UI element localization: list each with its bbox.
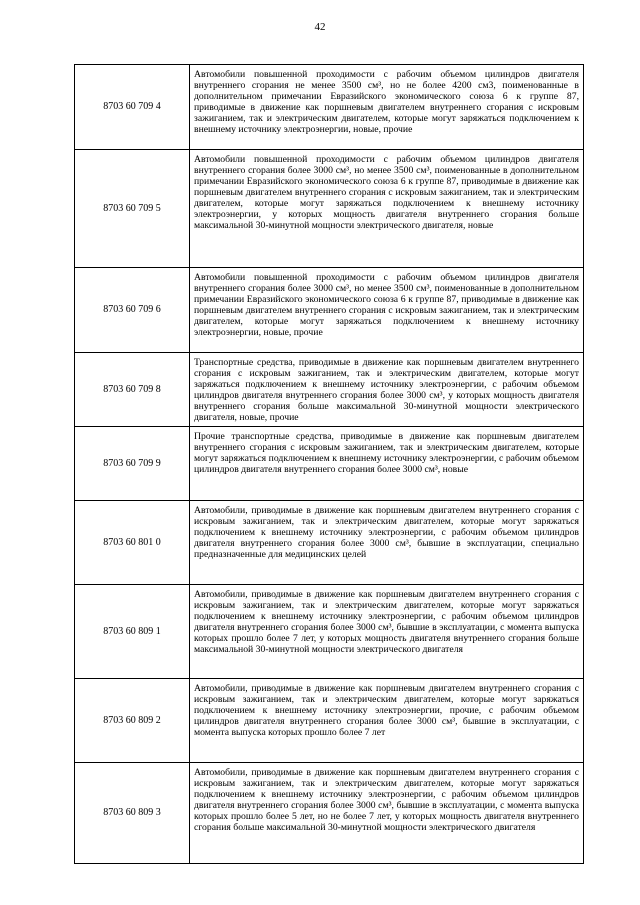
table-row	[75, 65, 584, 150]
goods-description: Автомобили, приводимые в движение как поршневым двигателем внутреннего сгорания с искровым зажиганием, так и электрическим двигателем, которые могут заряжаться подключением к внешнему источнику электроэнергии, с рабочим объемом цилиндров двигателя внутреннего сгорания более 3000 см³, бывшие в эксплуатации, специально предназначенные для медицинских целей	[190, 501, 584, 585]
goods-description: Автомобили, приводимые в движение как поршневым двигателем внутреннего сгорания с искровым зажиганием, так и электрическим двигателем, которые могут заряжаться подключением к внешнему источнику электроэнергии, прочие, с рабочим объемом цилиндров двигателя внутреннего сгорания более 3000 см³, бывшие в эксплуатации, с момента выпуска которых прошло более 7 лет	[190, 679, 584, 763]
tariff-code: 8703 60 709 8	[75, 353, 190, 427]
table-row	[75, 763, 584, 864]
goods-description: Автомобили повышенной проходимости с рабочим объемом цилиндров двигателя внутреннего сгорания не менее 3500 см³, но не более 4200 см3, поименованные в дополнительном примечании Евразийского экономического союза 6 к группе 87, приводимые в движение как поршневым двигателем внутреннего сгорания с искровым зажиганием, так и электрическим двигателем, которые могут заряжаться подключением к внешнему источнику электроэнергии, новые, прочие	[190, 65, 584, 150]
goods-description: Прочие транспортные средства, приводимые в движение как поршневым двигателем внутреннего сгорания с искровым зажиганием, так и электрическим двигателем, которые могут заряжаться подключением к внешнему источнику электроэнергии, с рабочим объемом цилиндров двигателя внутреннего сгорания более 3000 см³, новые	[190, 427, 584, 501]
table-row	[75, 501, 584, 585]
tariff-code: 8703 60 709 6	[75, 268, 190, 353]
tariff-code-table	[74, 64, 584, 864]
table-row	[75, 353, 584, 427]
tariff-code: 8703 60 801 0	[75, 501, 190, 585]
tariff-code: 8703 60 709 4	[75, 65, 190, 150]
goods-description: Автомобили, приводимые в движение как поршневым двигателем внутреннего сгорания с искровым зажиганием, так и электрическим двигателем, которые могут заряжаться подключением к внешнему источнику электроэнергии, с рабочим объемом цилиндров двигателя внутреннего сгорания более 3000 см³, бывшие в эксплуатации, с момента выпуска которых прошло более 7 лет, у которых мощность двигателя внутреннего сгорания больше максимальной 30-минутной мощности электрического двигателя	[190, 585, 584, 679]
table-row	[75, 427, 584, 501]
tariff-code: 8703 60 809 1	[75, 585, 190, 679]
tariff-code: 8703 60 809 3	[75, 763, 190, 864]
table-row	[75, 585, 584, 679]
goods-description: Автомобили, приводимые в движение как поршневым двигателем внутреннего сгорания с искровым зажиганием, так и электрическим двигателем, которые могут заряжаться подключением к внешнему источнику электроэнергии, с рабочим объемом цилиндров двигателя внутреннего сгорания более 3000 см³, бывшие в эксплуатации, с момента выпуска которых прошло более 5 лет, но не более 7 лет, у которых мощность двигателя внутреннего сгорания больше максимальной 30-минутной мощности электрического двигателя	[190, 763, 584, 864]
goods-description: Автомобили повышенной проходимости с рабочим объемом цилиндров двигателя внутреннего сгорания более 3000 см³, но менее 3500 см³, поименованные в дополнительном примечании Евразийского экономического союза 6 к группе 87, приводимые в движение как поршневым двигателем внутреннего сгорания с искровым зажиганием, так и электрическим двигателем, которые могут заряжаться подключением к внешнему источнику электроэнергии, новые, прочие	[190, 268, 584, 353]
goods-description: Транспортные средства, приводимые в движение как поршневым двигателем внутреннего сгорания с искровым зажиганием, так и электрическим двигателем, которые могут заряжаться подключением к внешнему источнику электроэнергии, с рабочим объемом цилиндров двигателя внутреннего сгорания более 3000 см³, у которых мощность двигателя внутреннего сгорания больше максимальной 30-минутной мощности электрического двигателя, новые, прочие	[190, 353, 584, 427]
tariff-code: 8703 60 709 5	[75, 150, 190, 268]
tariff-code: 8703 60 709 9	[75, 427, 190, 501]
page-number: 42	[314, 21, 326, 33]
table-row	[75, 679, 584, 763]
table-row	[75, 150, 584, 268]
goods-description: Автомобили повышенной проходимости с рабочим объемом цилиндров двигателя внутреннего сгорания более 3000 см³, но менее 3500 см³, поименованные в дополнительном примечании Евразийского экономического союза 6 к группе 87, приводимые в движение как поршневым двигателем внутреннего сгорания с искровым зажиганием, так и электрическим двигателем, которые могут заряжаться подключением к внешнему источнику электроэнергии, у которых мощность двигателя внутреннего сгорания больше максимальной 30-минутной мощности электрического двигателя, новые	[190, 150, 584, 268]
tariff-code: 8703 60 809 2	[75, 679, 190, 763]
table-row	[75, 268, 584, 353]
